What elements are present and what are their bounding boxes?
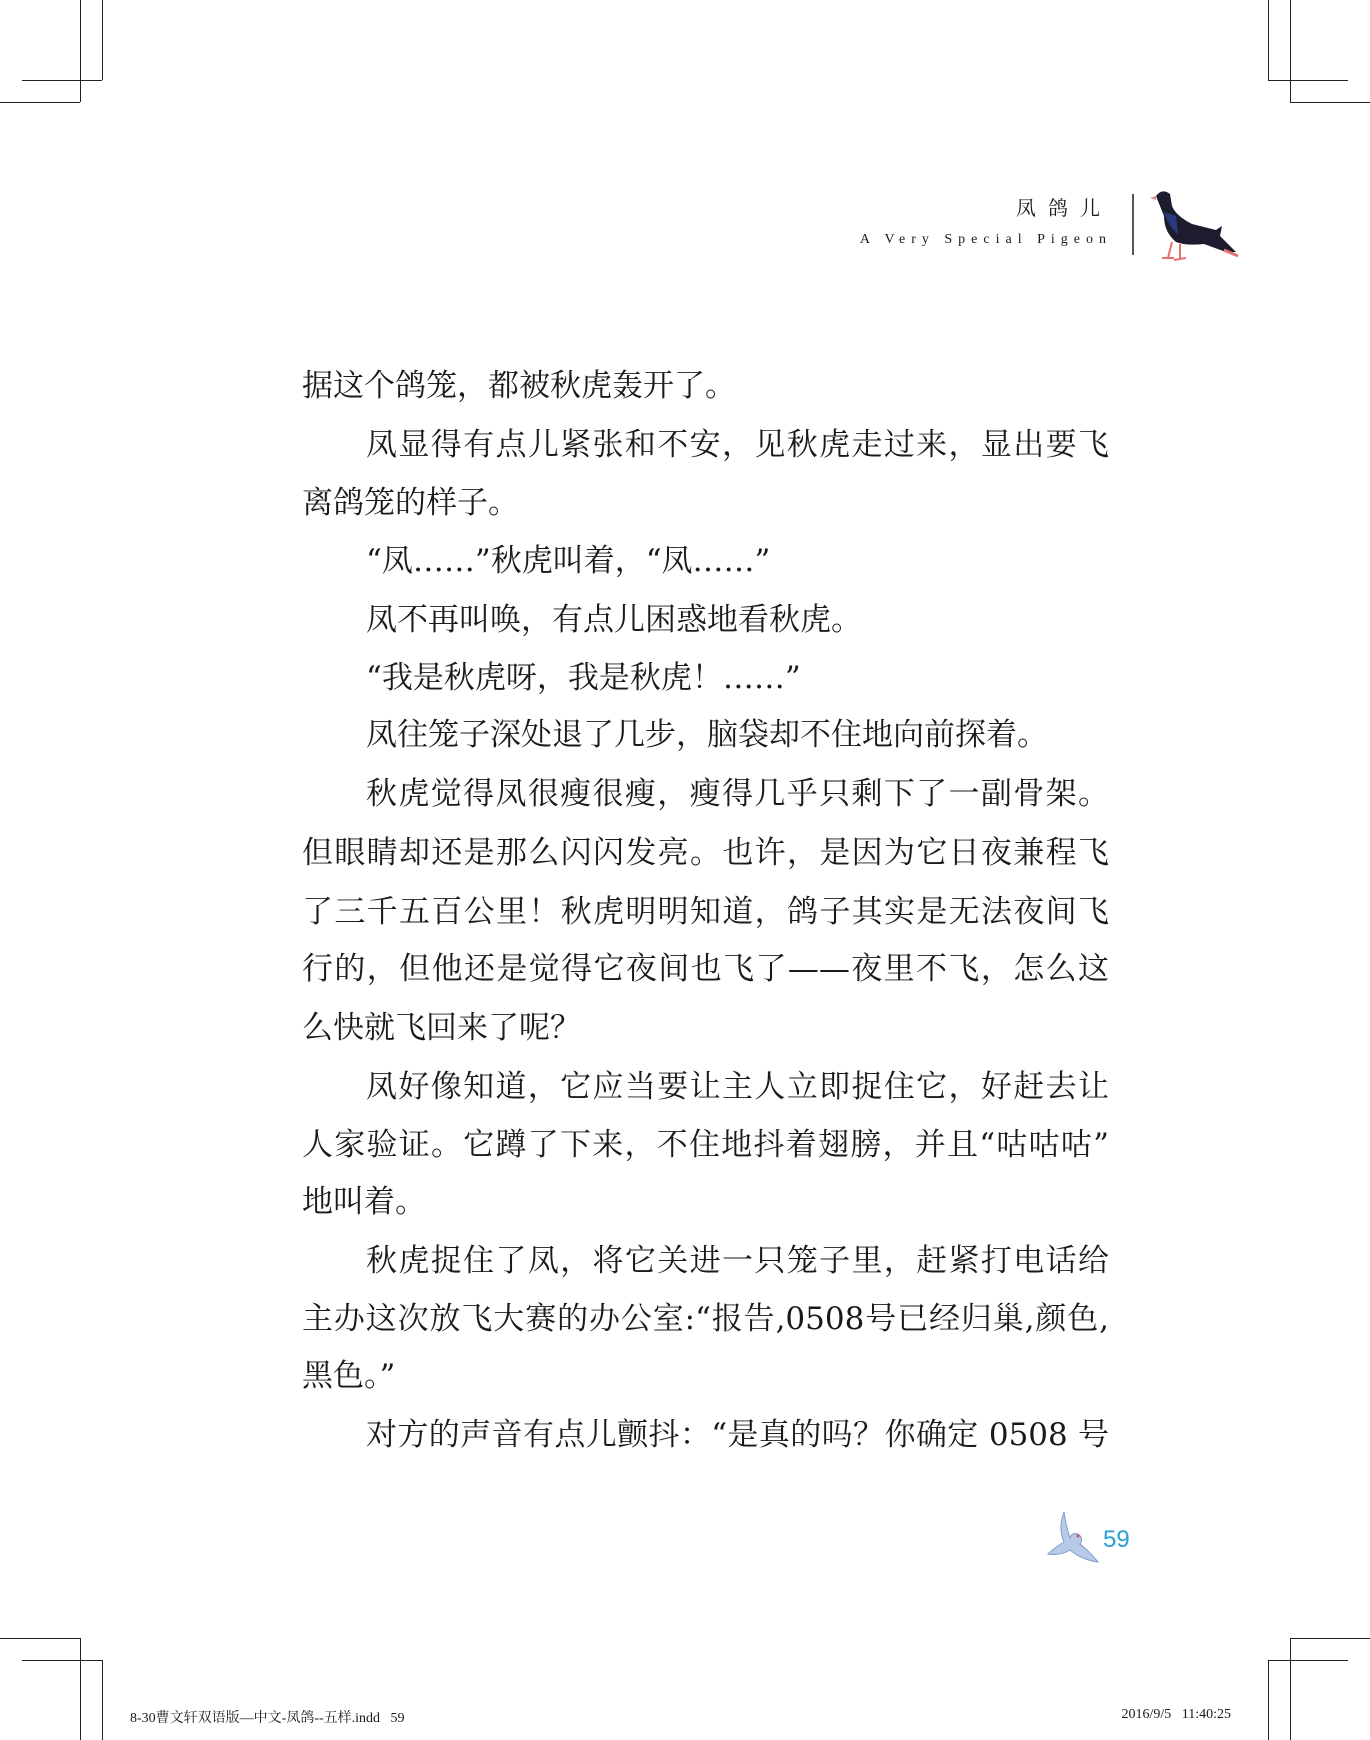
text-line: 人家验证。它蹲了下来，不住地抖着翅膀，并且“咕咕咕” (302, 1127, 1109, 1163)
flying-dove-icon (1044, 1508, 1100, 1566)
crop-mark (0, 1638, 80, 1639)
running-title-cn: 凤鸽儿 (1016, 196, 1112, 220)
crop-mark (1290, 1638, 1370, 1639)
text-line: 么快就飞回来了呢？ (302, 1010, 581, 1046)
slug-filename: 8-30曹文轩双语版—中文-凤鸽--五样.indd 59 (130, 1711, 405, 1726)
crop-mark (1268, 0, 1269, 80)
crop-mark (1290, 0, 1291, 102)
text-line: “凤……”秋虎叫着，“凤……” (366, 543, 771, 579)
text-line: 凤显得有点儿紧张和不安，见秋虎走过来，显出要飞 (366, 427, 1109, 463)
text-line: 秋虎捉住了凤，将它关进一只笼子里，赶紧打电话给 (366, 1243, 1109, 1279)
page-number: 59 (1103, 1526, 1130, 1553)
text-line: 凤不再叫唤，有点儿困惑地看秋虎。 (366, 602, 862, 638)
text-line: 据这个鸽笼，都被秋虎轰开了。 (302, 368, 736, 404)
text-line: 但眼睛却还是那么闪闪发亮。也许，是因为它日夜兼程飞 (302, 835, 1109, 871)
slug-timestamp: 2016/9/5 11:40:25 (1121, 1707, 1231, 1722)
crop-mark (1290, 102, 1370, 103)
running-title-en: A Very Special Pigeon (859, 232, 1112, 247)
crop-mark (102, 0, 103, 80)
crop-mark (102, 1660, 103, 1740)
crop-mark (1290, 1638, 1291, 1740)
crop-mark (1268, 1660, 1269, 1740)
crop-mark (22, 1660, 102, 1661)
crop-mark (22, 80, 102, 81)
crop-mark (0, 102, 80, 103)
text-line: 对方的声音有点儿颤抖：“是真的吗？你确定 0508 号 (366, 1417, 1109, 1453)
text-line: 地叫着。 (302, 1184, 426, 1220)
text-line: 凤往笼子深处退了几步，脑袋却不住地向前探着。 (366, 717, 1048, 753)
text-line: 主办这次放飞大赛的办公室:“报告,0508号已经归巢,颜色, (302, 1301, 1109, 1337)
text-line: 行的，但他还是觉得它夜间也飞了——夜里不飞，怎么这 (302, 951, 1109, 987)
pigeon-illustration-icon (1146, 186, 1240, 264)
text-line: 离鸽笼的样子。 (302, 485, 519, 521)
text-line: “我是秋虎呀，我是秋虎！……” (366, 660, 801, 696)
text-line: 凤好像知道，它应当要让主人立即捉住它，好赶去让 (366, 1069, 1109, 1105)
crop-mark (80, 1638, 81, 1740)
crop-mark (1268, 80, 1348, 81)
crop-mark (80, 0, 81, 102)
header-divider (1132, 194, 1134, 255)
crop-mark (1268, 1660, 1348, 1661)
text-line: 了三千五百公里！秋虎明明知道，鸽子其实是无法夜间飞 (302, 894, 1109, 930)
text-line: 黑色。” (302, 1358, 396, 1394)
text-line: 秋虎觉得凤很瘦很瘦，瘦得几乎只剩下了一副骨架。 (366, 776, 1109, 812)
